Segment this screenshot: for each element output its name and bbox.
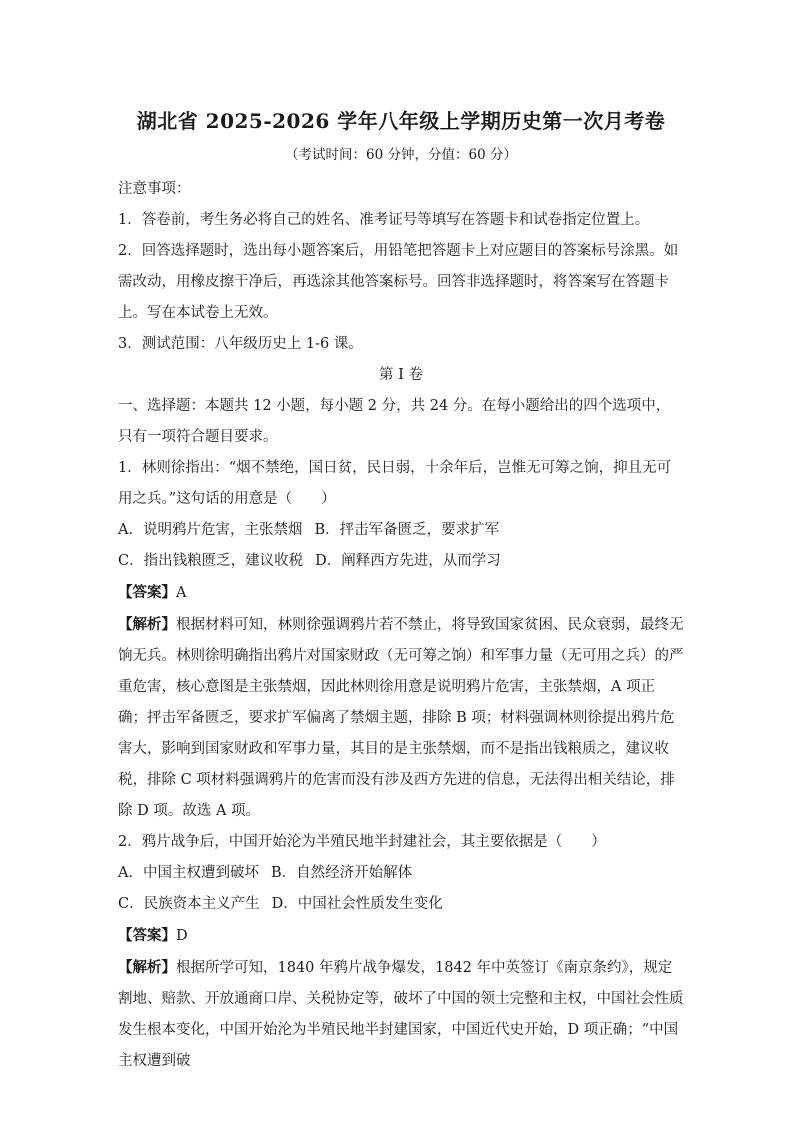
note-item-1: 1．答卷前，考生务必将自己的姓名、准考证号等填写在答题卡和试卷指定位置上。: [118, 212, 650, 228]
question-1-options-row-1: [118, 515, 684, 546]
question-1-option-d: D．阐释西方先进，从而学习: [315, 553, 501, 569]
question-1-option-a: A．说明鸦片危害，主张禁烟: [118, 522, 303, 538]
question-2-option-b: B．自然经济开始解体: [270, 865, 413, 881]
note-item-2: 2．回答选择题时，选出每小题答案后，用铅笔把答题卡上对应题目的答案标号涂黑。如需改动，用橡皮擦干净后，再选涂其他答案标号。回答非选择题时，将答案写在答题卡上。写在本试卷上无效。: [118, 243, 679, 321]
answer-label: 【答案】: [118, 927, 176, 944]
answer-value: D: [176, 928, 188, 944]
exam-info: （考试时间：60 分钟，分值：60 分）: [285, 147, 517, 163]
page-title: 湖北省 2025-2026 学年八年级上学期历史第一次月考卷: [136, 109, 666, 133]
analysis-label: 【解析】: [118, 616, 176, 633]
question-2-options-row-1: [118, 858, 684, 889]
question-1-options-row-2: [118, 546, 684, 577]
question-2-analysis: [118, 952, 684, 1077]
question-1-answer: [118, 577, 684, 609]
analysis-label: 【解析】: [118, 959, 176, 976]
question-2-option-a: A．中国主权遭到破坏: [118, 865, 259, 881]
question-1-option-b: B．抨击军备匮乏，要求扩军: [314, 522, 500, 538]
answer-label: 【答案】: [118, 584, 176, 601]
note-item-3: 3．测试范围：八年级历史上 1-6 课。: [118, 336, 363, 352]
notes-heading: 注意事项：: [118, 181, 191, 197]
question-1-analysis: [118, 609, 684, 827]
section-instructions: 一、选择题：本题共 12 小题，每小题 2 分，共 24 分。在每小题给出的四个选项中，只有一项符合题目要求。: [118, 398, 671, 445]
question-1-option-c: C．指出钱粮匮乏，建议收税: [118, 553, 304, 569]
volume-heading: 第 I 卷: [379, 367, 423, 383]
question-2-option-c: C．民族资本主义产生: [118, 896, 260, 912]
analysis-text: 根据材料可知，林则徐强调鸦片若不禁止，将导致国家贫困、民众衰弱，最终无饷无兵。林则徐明确指出鸦片对国家财政（无可筹之饷）和军事力量（无可用之兵）的严重危害，核心意图是主张禁烟，因此林则徐用意是说明鸦片危害，主张禁烟，A 项正确；抨击军备匮乏，要求扩军偏离了禁烟主题，排除 B 项；材料强调林则徐提出鸦片危害大，影响到国家财政和军事力量，其目的是主张禁烟，而不是指出钱粮质之，建议收税，排除 C 项材料强调鸦片的危害而没有涉及西方先进的信息，无法得出相关结论，排除 D 项。故选 A 项。: [118, 617, 684, 819]
question-1-stem: 1．林则徐指出：“烟不禁绝，国日贫，民日弱，十余年后，岂惟无可筹之饷，抑且无可用之兵。”这句话的用意是（ ）: [118, 460, 672, 507]
question-2-options-row-2: [118, 889, 684, 920]
question-2-answer: [118, 920, 684, 952]
analysis-text: 根据所学可知，1840 年鸦片战争爆发，1842 年中英签订《南京条约》，规定割地、赔款、开放通商口岸、关税协定等，破坏了中国的领土完整和主权，中国社会性质发生根本变化，中国开始沦为半殖民地半封建国家，中国近代史开始，D 项正确；“中国主权遭到破: [118, 960, 684, 1069]
question-2-stem: 2．鸦片战争后，中国开始沦为半殖民地半封建社会，其主要依据是（ ）: [118, 834, 606, 850]
answer-value: A: [176, 585, 187, 601]
question-2-option-d: D．中国社会性质发生变化: [271, 896, 443, 912]
